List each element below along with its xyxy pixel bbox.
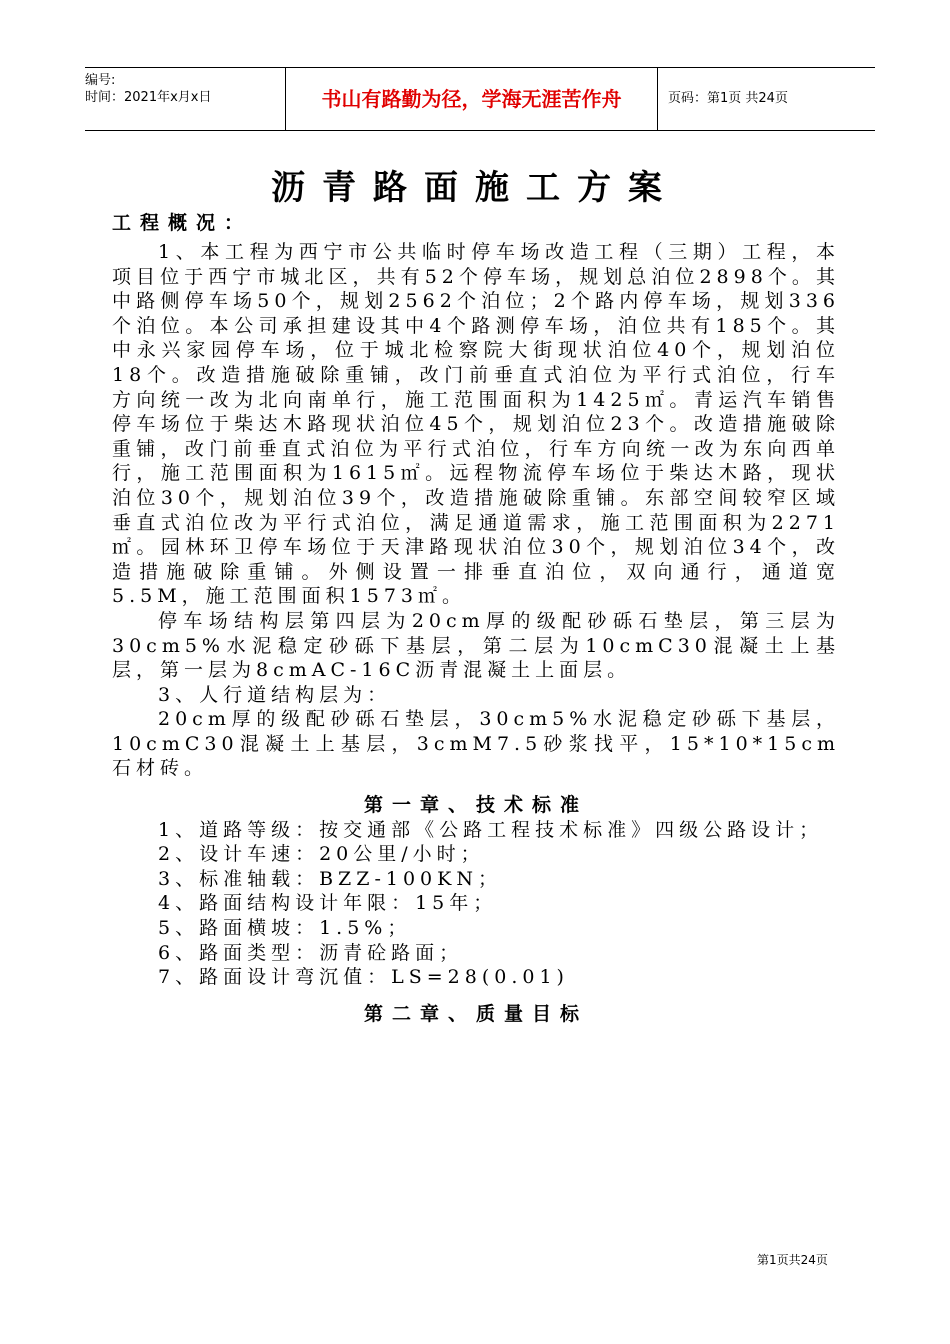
list-item: 6、路面类型：沥青砼路面； bbox=[158, 941, 464, 964]
header-motto: 书山有路勤为径，学海无涯苦作舟 bbox=[285, 68, 658, 130]
paragraph: 20cm厚的级配砂砾石垫层，30cm5%水泥稳定砂砾下基层，10cmC30混凝土上基层，3cmM7.5砂浆找平，15*10*15cm石材砖。 bbox=[112, 708, 840, 780]
document-number-label: 编号: bbox=[85, 73, 116, 88]
list-item: 7、路面设计弯沉值：LS=28(0.01) bbox=[158, 966, 569, 989]
list-item: 4、路面结构设计年限：15年； bbox=[158, 892, 498, 915]
document-body bbox=[112, 240, 840, 1026]
overview-heading: 工程概况： bbox=[112, 212, 253, 234]
chapter-1-heading: 第一章、技术标准 bbox=[363, 794, 588, 817]
paragraph: 停车场结构层第四层为20cm厚的级配砂砾石垫层，第三层为30cm5%水泥稳定砂砾下基层，第二层为10cmC30混凝土上基层，第一层为8cmAC-16C沥青混凝土上面层。 bbox=[112, 609, 840, 682]
chapter-2-heading: 第二章、质量目标 bbox=[363, 1002, 588, 1025]
list-item: 5、路面横坡：1.5%； bbox=[158, 917, 412, 940]
paragraph: 1、本工程为西宁市公共临时停车场改造工程（三期）工程，本项目位于西宁市城北区，共有52个停车场，规划总泊位2898个。其中路侧停车场50个，规划2562个泊位；2个路内停车场，规划336个泊位。本公司承担建设其中4个路测停车场，泊位共有185个。其中永兴家园停车场，位于城北检察院大街现状泊位40个，规划泊位18个。改造措施破除重铺，改门前垂直式泊位为平行式泊位，行车方向统一改为北向南单行，施工范围面积为1425㎡。青运汽车销售停车场位于柴达木路现状泊位45个，规划泊位23个。改造措施破除重铺，改门前垂直式泊位为平行式泊位，行车方向统一改为东向西单行，施工范围面积为1615㎡。远程物流停车场位于柴达木路，现状泊位30个，规划泊位39个，改造措施破除重铺。东部空间较窄区域垂直式泊位改为平行式泊位，满足通道需求，施工范围面积为2271㎡。园林环卫停车场位于天津路现状泊位30个，规划泊位34个，改造措施破除重铺。外侧设置一排垂直泊位，双向通行，通道宽5.5M，施工范围面积1573㎡。 bbox=[112, 241, 840, 608]
document-title: 沥青路面施工方案 bbox=[271, 168, 679, 208]
header-left bbox=[85, 68, 285, 130]
list-item: 2、设计车速：20公里/小时； bbox=[158, 843, 485, 866]
page-footer: 第1页共24页 bbox=[757, 1253, 828, 1267]
list-item: 3、标准轴载：BZZ-100KN； bbox=[158, 867, 502, 890]
page-header bbox=[85, 67, 875, 131]
document-time-label: 时间：2021年x月x日 bbox=[85, 90, 212, 105]
list-item: 1、道路等级：按交通部《公路工程技术标准》四级公路设计； bbox=[158, 818, 824, 841]
paragraph: 3、人行道结构层为： bbox=[158, 683, 392, 706]
header-page-label: 页码：第1页 共24页 bbox=[668, 91, 788, 106]
